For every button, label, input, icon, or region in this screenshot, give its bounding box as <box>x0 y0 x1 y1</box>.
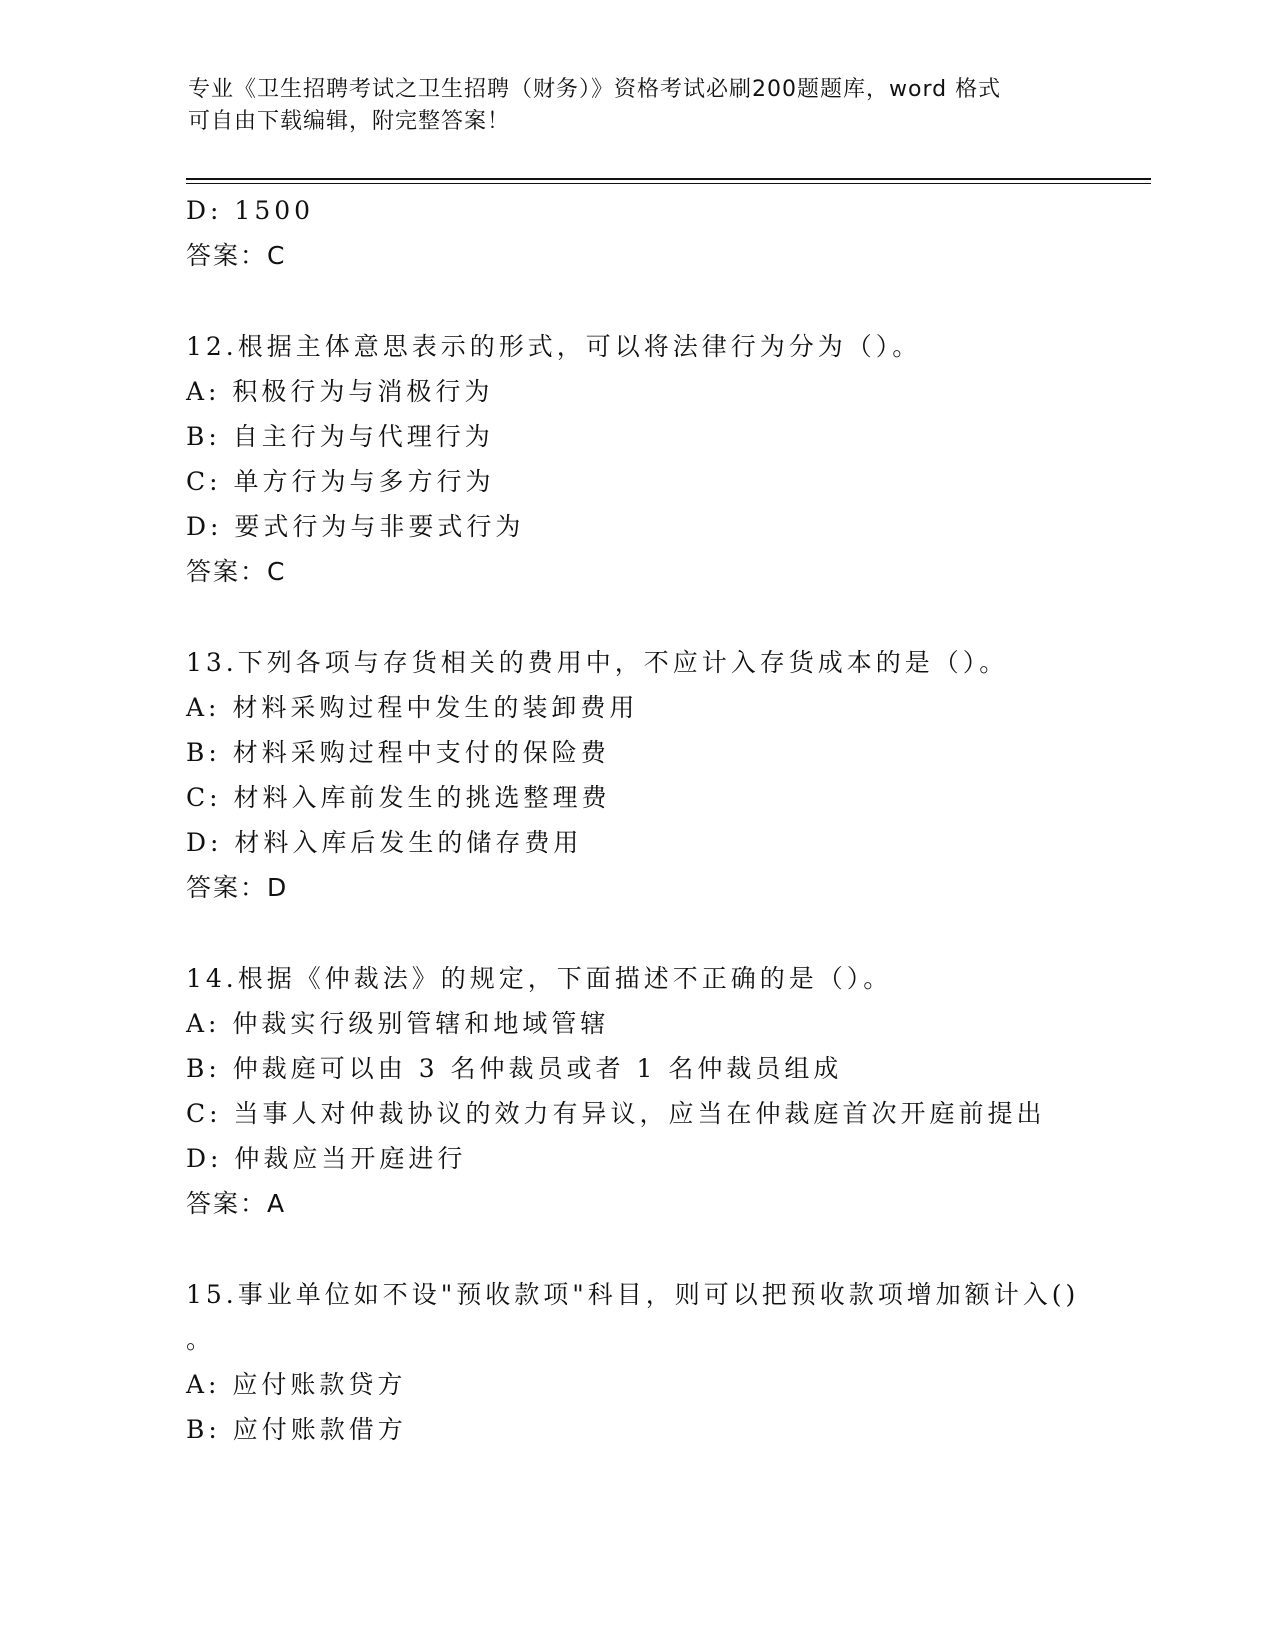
option-d: D: 1500 <box>186 196 315 225</box>
question-12 <box>186 324 1086 594</box>
answer: 答案：C <box>186 241 287 270</box>
question-13 <box>186 640 1086 910</box>
option-d: D: 仲裁应当开庭进行 <box>186 1144 467 1173</box>
header-line-1: 专业《卫生招聘考试之卫生招聘（财务）》资格考试必刷200题题库，word 格式 <box>188 77 1002 102</box>
question-list <box>186 188 1086 1452</box>
answer: 答案：A <box>186 1189 287 1218</box>
option-b: B: 自主行为与代理行为 <box>186 422 494 451</box>
option-c: C: 材料入库前发生的挑选整理费 <box>186 783 611 812</box>
option-a: A: 材料采购过程中发生的装卸费用 <box>186 693 639 722</box>
question-stem: 14.根据《仲裁法》的规定，下面描述不正确的是（）。 <box>186 964 893 993</box>
question-14 <box>186 956 1086 1226</box>
question-stem: 13.下列各项与存货相关的费用中，不应计入存货成本的是（）。 <box>186 648 1009 677</box>
header-rule-thick <box>186 178 1151 180</box>
header-line-2: 可自由下载编辑，附完整答案！ <box>188 109 511 134</box>
question-stem-continuation: 。 <box>186 1325 216 1354</box>
option-a: A: 应付账款贷方 <box>186 1370 407 1399</box>
answer: 答案：C <box>186 557 287 586</box>
option-c: C: 单方行为与多方行为 <box>186 467 495 496</box>
option-b: B: 材料采购过程中支付的保险费 <box>186 738 610 767</box>
option-d: D: 材料入库后发生的储存费用 <box>186 828 583 857</box>
option-a: A: 积极行为与消极行为 <box>186 377 494 406</box>
question-stem: 12.根据主体意思表示的形式，可以将法律行为分为（）。 <box>186 332 922 361</box>
option-b: B: 仲裁庭可以由 3 名仲裁员或者 1 名仲裁员组成 <box>186 1054 843 1083</box>
option-a: A: 仲裁实行级别管辖和地域管辖 <box>186 1009 610 1038</box>
answer: 答案：D <box>186 873 289 902</box>
question-stem: 15.事业单位如不设"预收款项"科目，则可以把预收款项增加额计入() <box>186 1280 1080 1309</box>
header-rule-thin <box>186 183 1151 184</box>
option-b: B: 应付账款借方 <box>186 1415 407 1444</box>
option-d: D: 要式行为与非要式行为 <box>186 512 525 541</box>
option-c: C: 当事人对仲裁协议的效力有异议，应当在仲裁庭首次开庭前提出 <box>186 1099 1046 1128</box>
question-15 <box>186 1272 1086 1452</box>
previous-question-tail <box>186 188 1086 278</box>
document-header <box>188 74 1068 138</box>
